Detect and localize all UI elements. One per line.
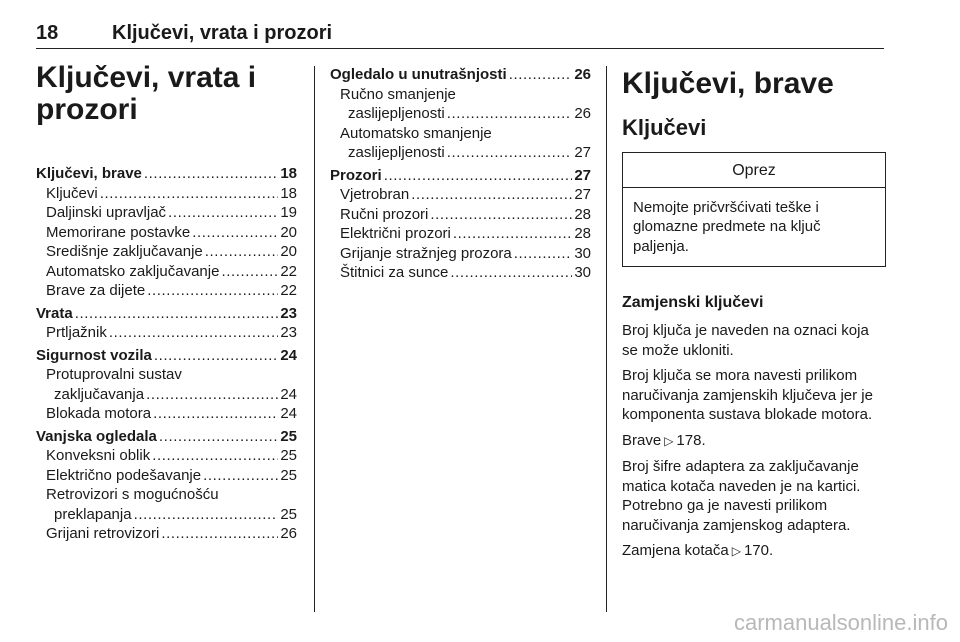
toc-list-1	[36, 164, 297, 544]
toc-column-1	[36, 62, 297, 544]
toc-label: Prozori	[330, 166, 382, 184]
toc-section-entry[interactable]	[36, 304, 297, 324]
paragraph-key-number: Broj ključa je naveden na oznaci koja se može ukloniti.	[622, 322, 869, 359]
watermark: carmanualsonline.info	[733, 610, 948, 635]
toc-section-entry[interactable]	[330, 65, 591, 85]
toc-label: Blokada motora	[46, 405, 152, 422]
replacement-keys-heading: Zamjenski ključevi	[622, 294, 764, 311]
toc-label: Retrovizori s mogućnošću	[46, 486, 219, 503]
toc-label: Konveksni oblik	[46, 447, 151, 464]
page-header	[36, 18, 884, 49]
caution-heading: Oprez	[623, 153, 885, 188]
locks-ref-text: Brave	[622, 431, 662, 449]
toc-label: Sigurnost vozila	[36, 346, 152, 364]
toc-page-number: 27	[574, 186, 591, 203]
toc-entry[interactable]	[330, 263, 591, 283]
subsection-title: Ključevi	[622, 115, 707, 140]
toc-page-number: 28	[574, 205, 591, 223]
paragraph-locks-ref	[622, 431, 888, 452]
toc-page-number: 20	[280, 223, 297, 241]
toc-entry[interactable]	[36, 446, 297, 466]
toc-page-number: 18	[280, 184, 297, 202]
locks-ref-link[interactable]: 178.	[676, 431, 706, 449]
wheel-ref-link[interactable]: 170.	[743, 542, 774, 559]
toc-line[interactable]	[330, 85, 591, 105]
toc-page-number: 28	[574, 225, 591, 242]
toc-entry[interactable]	[36, 262, 297, 282]
page-ref-arrow-icon: ▷	[664, 433, 674, 448]
toc-label: Daljinski upravljač	[46, 204, 167, 221]
toc-entry[interactable]	[36, 404, 297, 424]
toc-leader-dots	[161, 524, 278, 544]
toc-page-number: 24	[280, 405, 297, 422]
toc-leader-dots	[153, 404, 278, 424]
toc-leader-dots	[203, 466, 278, 486]
toc-leader-dots	[447, 104, 573, 124]
toc-leader-dots	[109, 323, 278, 343]
toc-label: Automatsko smanjenje	[340, 124, 492, 142]
toc-page-number: 25	[280, 427, 297, 445]
toc-leader-dots	[514, 244, 573, 264]
toc-page-number: 20	[280, 243, 297, 260]
toc-label: Ručno smanjenje	[340, 85, 456, 103]
toc-entry[interactable]	[36, 385, 297, 405]
toc-entry[interactable]	[36, 281, 297, 301]
toc-leader-dots	[144, 164, 278, 184]
toc-page-number: 27	[574, 144, 591, 161]
column-divider-2	[606, 66, 607, 612]
toc-entry[interactable]	[330, 205, 591, 225]
toc-list-2	[330, 65, 591, 283]
toc-label: Vjetrobran	[340, 186, 410, 203]
column-divider-1	[314, 66, 315, 612]
toc-leader-dots	[450, 263, 572, 283]
toc-label: Vanjska ogledala	[36, 427, 157, 445]
chapter-title: Ključevi, vrata i prozori	[36, 61, 257, 126]
toc-leader-dots	[147, 281, 278, 301]
toc-label: Vrata	[36, 304, 73, 322]
toc-page-number: 24	[280, 385, 297, 403]
toc-label: Prtljažnik	[46, 324, 107, 341]
toc-page-number: 30	[574, 244, 591, 262]
toc-page-number: 26	[574, 105, 591, 122]
caution-text: Nemojte pričvršćivati teške i glomazne predmete na ključ paljenja.	[633, 198, 821, 255]
toc-page-number: 19	[280, 204, 297, 221]
wheel-ref-text: Zamjena kotača	[622, 542, 729, 559]
toc-label: zaslijepljenosti	[348, 144, 445, 161]
toc-leader-dots	[134, 505, 279, 525]
toc-entry[interactable]	[36, 323, 297, 343]
toc-entry[interactable]	[36, 524, 297, 544]
toc-label: Ključevi, brave	[36, 165, 142, 182]
paragraph-adapter: Broj šifre adaptera za zaključavanje matica kotača naveden je na kartici. Potrebno ga je navesti prilikom naručivanja zamjenskog adaptera.	[622, 458, 861, 534]
toc-page-number: 23	[280, 324, 297, 341]
page-number: 18	[36, 22, 59, 44]
toc-label: Protuprovalni sustav	[46, 366, 182, 383]
toc-leader-dots	[146, 385, 278, 405]
toc-label: Grijanje stražnjeg prozora	[340, 244, 512, 262]
toc-page-number: 25	[280, 505, 297, 523]
toc-leader-dots	[509, 65, 573, 85]
toc-page-number: 24	[280, 346, 297, 364]
toc-label: Automatsko zaključavanje	[46, 262, 220, 280]
toc-entry[interactable]	[36, 223, 297, 243]
toc-label: zaslijepljenosti	[348, 105, 445, 122]
toc-leader-dots	[192, 223, 278, 243]
toc-entry[interactable]	[36, 466, 297, 486]
toc-entry[interactable]	[36, 505, 297, 525]
toc-entry[interactable]	[330, 224, 591, 244]
toc-entry[interactable]	[36, 203, 297, 223]
toc-entry[interactable]	[330, 104, 591, 124]
paragraph-key-order: Broj ključa se mora navesti prilikom naručivanja zamjenskih ključeva jer je komponenta sustava blokade motora.	[622, 367, 873, 423]
toc-section-entry[interactable]	[36, 164, 297, 184]
toc-line[interactable]	[36, 365, 297, 385]
toc-entry[interactable]	[330, 143, 591, 163]
page-ref-arrow-icon: ▷	[731, 544, 741, 558]
toc-page-number: 25	[280, 447, 297, 464]
toc-entry[interactable]	[330, 244, 591, 264]
toc-leader-dots	[152, 446, 278, 466]
toc-leader-dots	[411, 185, 572, 205]
toc-section-entry[interactable]	[36, 346, 297, 366]
toc-label: Memorirane postavke	[46, 223, 191, 241]
toc-label: Grijani retrovizori	[46, 525, 160, 542]
toc-line[interactable]	[36, 485, 297, 505]
toc-column-2	[330, 62, 591, 283]
toc-entry[interactable]	[36, 242, 297, 262]
toc-leader-dots	[159, 427, 278, 447]
toc-entry[interactable]	[330, 185, 591, 205]
toc-section-entry[interactable]	[36, 427, 297, 447]
toc-page-number: 26	[280, 525, 297, 542]
toc-leader-dots	[154, 346, 278, 366]
toc-leader-dots	[384, 166, 573, 186]
toc-leader-dots	[430, 205, 572, 225]
toc-label: zaključavanja	[54, 385, 145, 403]
paragraph-wheel-ref	[622, 541, 888, 562]
toc-leader-dots	[453, 224, 572, 244]
toc-label: Električni prozori	[340, 225, 451, 242]
caution-box	[622, 152, 886, 267]
toc-page-number: 18	[280, 165, 297, 182]
toc-page-number: 25	[280, 466, 297, 484]
toc-page-number: 27	[574, 166, 591, 184]
toc-leader-dots	[168, 203, 278, 223]
toc-section-entry[interactable]	[330, 166, 591, 186]
toc-page-number: 23	[280, 304, 297, 322]
toc-leader-dots	[221, 262, 278, 282]
toc-label: Električno podešavanje	[46, 466, 202, 484]
toc-label: preklapanja	[54, 505, 132, 523]
toc-leader-dots	[447, 143, 573, 163]
toc-entry[interactable]	[36, 184, 297, 204]
toc-leader-dots	[75, 304, 279, 324]
toc-leader-dots	[100, 184, 279, 204]
toc-label: Ogledalo u unutrašnjosti	[330, 66, 507, 83]
toc-page-number: 22	[280, 262, 297, 280]
toc-page-number: 26	[574, 66, 591, 83]
toc-label: Ključevi	[46, 184, 98, 202]
toc-page-number: 22	[280, 282, 297, 299]
toc-label: Štitnici za sunce	[340, 264, 449, 281]
toc-label: Brave za dijete	[46, 282, 146, 299]
toc-label: Središnje zaključavanje	[46, 243, 203, 260]
toc-page-number: 30	[574, 264, 591, 281]
toc-line[interactable]	[330, 124, 591, 144]
content-column	[622, 62, 888, 568]
section-title: Ključevi, brave	[622, 67, 834, 100]
header-title: Ključevi, vrata i prozori	[112, 22, 333, 44]
toc-leader-dots	[205, 242, 279, 262]
toc-label: Ručni prozori	[340, 205, 429, 223]
